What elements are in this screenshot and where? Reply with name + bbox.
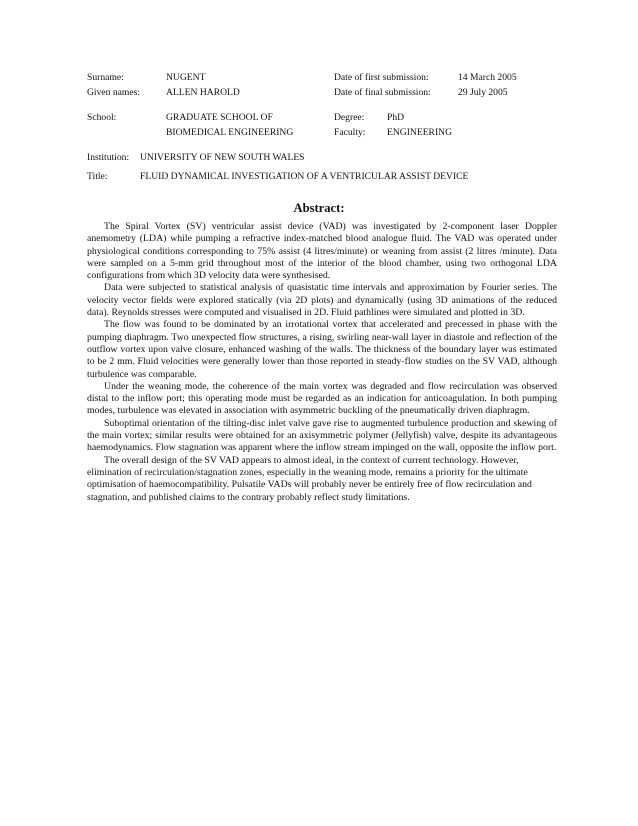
- degree-label: Degree:: [334, 112, 365, 123]
- school-value-line1: GRADUATE SCHOOL OF: [166, 112, 273, 123]
- institution-label: Institution:: [87, 152, 130, 163]
- abstract-paragraph: Suboptimal orientation of the tilting-disc inlet valve gave rise to augmented turbulence production and skewing of the main vortex; similar results were obtained for an axisymmetric polymer (Jellyfish) valve, despite its advantageous haemodynamics. Flow stagnation was apparent where the inflow stream impinged on the wall, opposite the inflow port.: [87, 417, 557, 454]
- first-submission-label: Date of first submission:: [334, 72, 429, 83]
- first-submission-date: 14 March 2005: [458, 72, 517, 83]
- abstract-paragraph: Data were subjected to statistical analysis of quasistatic time intervals and approximation by Fourier series. The velocity vector fields were explored statically (via 2D plots) and dynamically (using 3D animations of the reduced data). Reynolds stresses were computed and visualised in 2D. Fluid pathlines were simulated and plotted in 3D.: [87, 282, 557, 319]
- institution-value: UNIVERSITY OF NEW SOUTH WALES: [140, 152, 305, 163]
- faculty-value: ENGINEERING: [387, 127, 453, 138]
- faculty-label: Faculty:: [334, 127, 366, 138]
- final-submission-label: Date of final submission:: [334, 87, 431, 98]
- degree-value: PhD: [387, 112, 405, 123]
- abstract-paragraph: The overall design of the SV VAD appears to almost ideal, in the context of current technology. However, elimination of recirculation/stagnation zones, especially in the weaning mode, remains a priority for the ultimate optimisation of haemocompatibility. Pulsatile VADs will probably never be entirely free of flow recirculation and stagnation, and published claims to the contrary probably reflect study limitations.: [87, 454, 532, 503]
- final-submission-date: 29 July 2005: [458, 87, 508, 98]
- abstract-paragraph: The flow was found to be dominated by an irrotational vortex that accelerated and precessed in phase with the pumping diaphragm. Two unexpected flow structures, a rising, swirling near-wall layer in diastole and reflection of the outflow vortex upon valve closure, enhanced washing of the walls. The thickness of the boundary layer was estimated to be 2 mm. Fluid velocities were generally lower than those reported in steady-flow studies on the SV VAD, although turbulence was comparable.: [87, 319, 557, 380]
- given-names-label: Given names:: [87, 87, 141, 98]
- school-value-line2: BIOMEDICAL ENGINEERING: [166, 127, 294, 138]
- surname-label: Surname:: [87, 72, 124, 83]
- abstract-body: [87, 221, 557, 504]
- abstract-heading: Abstract:: [293, 201, 345, 215]
- abstract-paragraph: Under the weaning mode, the coherence of the main vortex was degraded and flow recirculation was observed distal to the inflow port; this operating mode must be regarded as an indication for anticoagulation. In both pumping modes, turbulence was elevated in association with asymmetric buckling of the pneumatically driven diaphragm.: [87, 380, 557, 417]
- thesis-title: FLUID DYNAMICAL INVESTIGATION OF A VENTRICULAR ASSIST DEVICE: [140, 171, 469, 182]
- surname-value: NUGENT: [166, 72, 206, 83]
- given-names-value: ALLEN HAROLD: [166, 87, 240, 98]
- school-label: School:: [87, 112, 117, 123]
- abstract-paragraph: The Spiral Vortex (SV) ventricular assist device (VAD) was investigated by 2-component laser Doppler anemometry (LDA) while pumping a refractive index-matched blood analogue fluid. The VAD was operated under physiological conditions corresponding to 75% assist (4 litres/minute) or weaning from assist (2 litres /minute). Data were sampled on a 5-mm grid throughout most of the interior of the blood chamber, using two orthogonal LDA configurations from which 3D velocity data were synthesised.: [87, 221, 557, 282]
- title-label: Title:: [87, 171, 108, 182]
